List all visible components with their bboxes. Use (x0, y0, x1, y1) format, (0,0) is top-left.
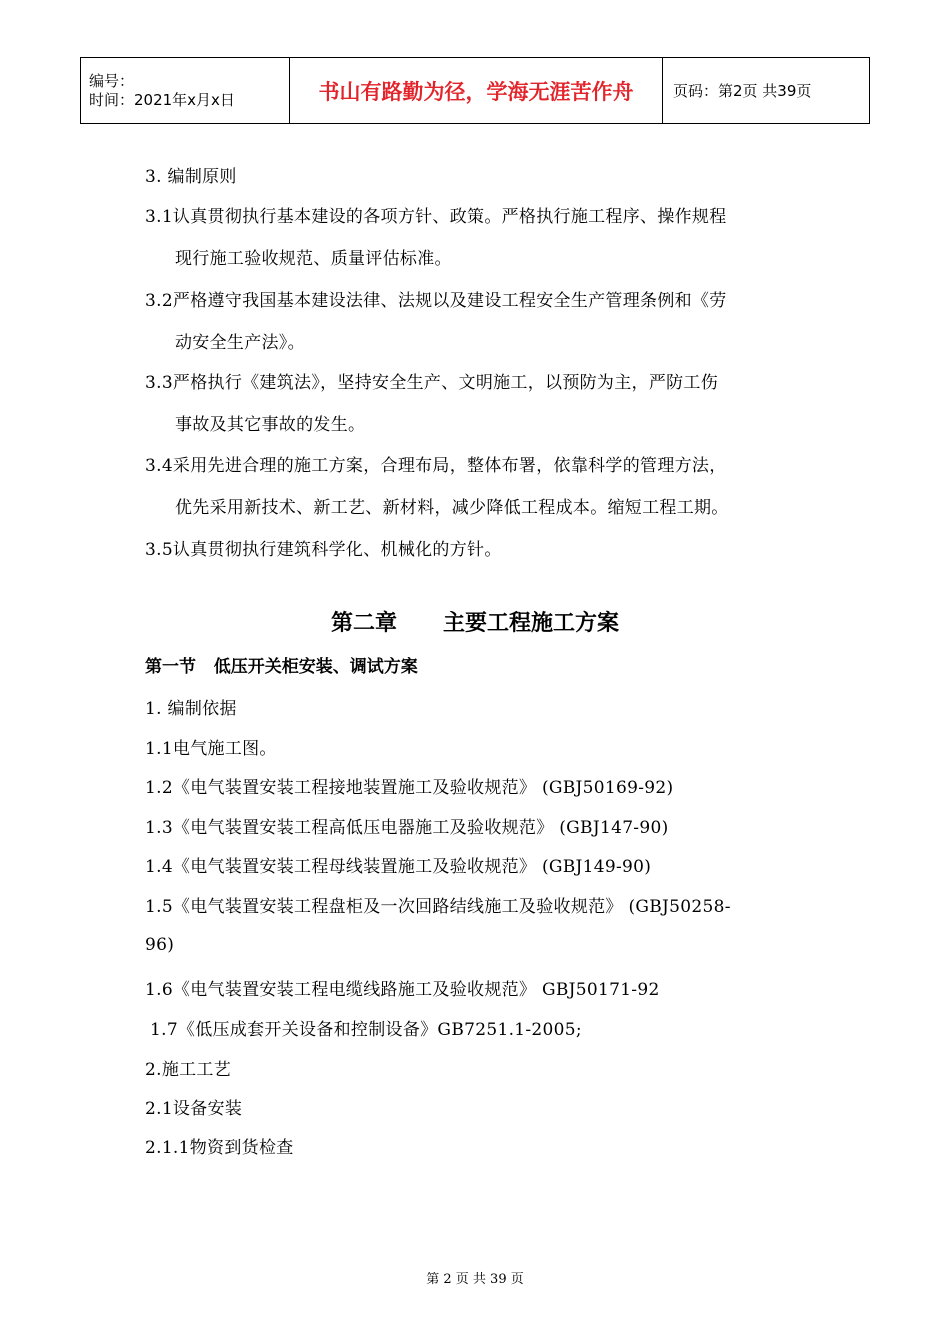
serial-number-label: 编号： (89, 71, 135, 90)
section-title: 第一节 低压开关柜安装、调试方案 (145, 657, 418, 677)
chapter-title: 第二章 主要工程施工方案 (331, 611, 619, 636)
header-motto: 书山有路勤为径，学海无涯苦作舟 (290, 58, 663, 124)
date-label: 时间：2021年x月x日 (89, 90, 235, 109)
basis-heading: 1. 编制依据 (145, 699, 237, 719)
header-page-info: 页码：第2页 共39页 (663, 58, 870, 124)
basis-1-3: 1.3《电气装置安装工程高低压电器施工及验收规范》 (GBJ147-90) (145, 818, 669, 838)
process-2-1-1: 2.1.1物资到货检查 (145, 1138, 294, 1158)
principle-3-2-continued: 动安全生产法》。 (175, 333, 305, 353)
process-2-1: 2.1设备安装 (145, 1099, 243, 1119)
basis-1-5-continued: 96) (145, 935, 175, 955)
principle-3-3: 3.3严格执行《建筑法》，坚持安全生产、文明施工，以预防为主，严防工伤 (145, 373, 719, 393)
principle-3-2: 3.2严格遵守我国基本建设法律、法规以及建设工程安全生产管理条例和《劳 (145, 291, 727, 311)
basis-1-1: 1.1电气施工图。 (145, 739, 277, 759)
principle-3-4-continued: 优先采用新技术、新工艺、新材料，减少降低工程成本。缩短工程工期。 (175, 498, 729, 518)
principle-3-1-continued: 现行施工验收规范、质量评估标准。 (175, 249, 452, 269)
principle-3-3-continued: 事故及其它事故的发生。 (175, 415, 366, 435)
basis-1-4: 1.4《电气装置安装工程母线装置施工及验收规范》 (GBJ149-90) (145, 857, 652, 877)
process-heading: 2.施工工艺 (145, 1060, 232, 1080)
principles-heading: 3. 编制原则 (145, 167, 237, 187)
basis-1-2: 1.2《电气装置安装工程接地装置施工及验收规范》 (GBJ50169-92) (145, 778, 674, 798)
principle-3-5: 3.5认真贯彻执行建筑科学化、机械化的方针。 (145, 540, 502, 560)
header-meta (81, 58, 290, 124)
principle-3-4: 3.4采用先进合理的施工方案，合理布局，整体布署，依靠科学的管理方法， (145, 456, 727, 476)
page-header (80, 57, 870, 124)
basis-1-7: 1.7《低压成套开关设备和控制设备》GB7251.1-2005; (150, 1020, 582, 1040)
principle-3-1: 3.1认真贯彻执行基本建设的各项方针、政策。严格执行施工程序、操作规程 (145, 207, 727, 227)
basis-1-5: 1.5《电气装置安装工程盘柜及一次回路结线施工及验收规范》 (GBJ50258- (145, 897, 731, 917)
basis-1-6: 1.6《电气装置安装工程电缆线路施工及验收规范》 GBJ50171-92 (145, 980, 660, 1000)
page-footer: 第 2 页 共 39 页 (426, 1272, 524, 1287)
